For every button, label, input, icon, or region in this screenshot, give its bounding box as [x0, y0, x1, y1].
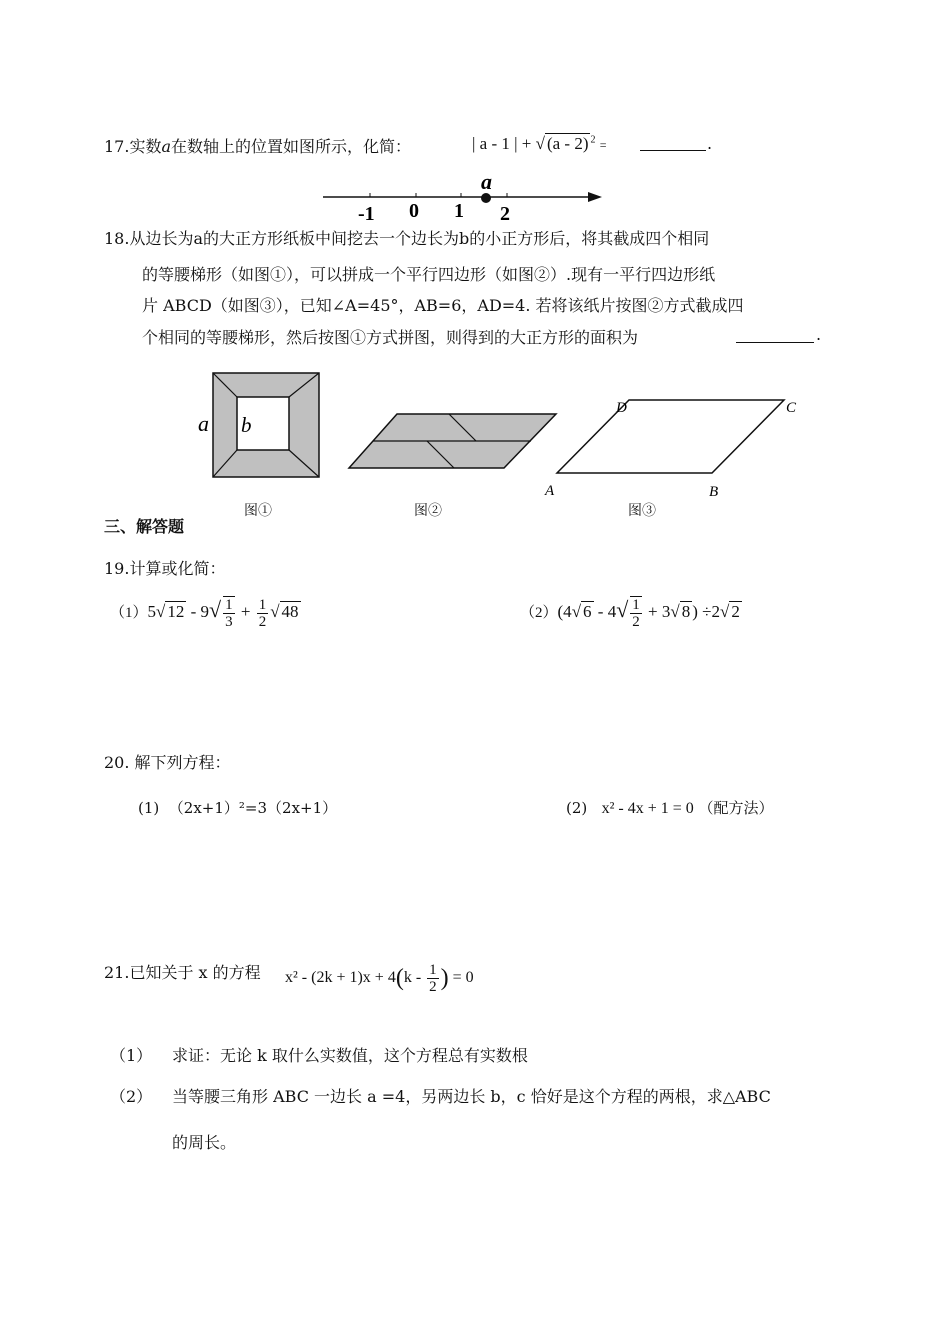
q17-expr-abs: | a - 1 | + [472, 134, 532, 153]
q21-p2-text2: 的周长。 [172, 1133, 237, 1152]
q18-number: 18. [104, 229, 130, 248]
q21-p1-label: （1） [110, 1046, 153, 1065]
section-title: 三、解答题 [104, 517, 185, 536]
q21-text: 已知关于 x 的方程 [129, 963, 261, 982]
fig3-parallelogram-abcd [540, 392, 810, 504]
q18-line1-text: 从边长为a的大正方形纸板中间挖去一个边长为b的小正方形后，将其截成四个相同 [129, 229, 710, 248]
q19-p2-frac-den: 2 [632, 614, 640, 630]
fig2-caption: 图② [414, 503, 442, 519]
q17-var-a: a [161, 137, 172, 156]
q19-p2-minus: - 4 [593, 601, 617, 621]
q20-p1-label: (1) [138, 799, 160, 817]
q21-expression: x² - (2k + 1)x + 4(k - $\frac{1}{2}$ ) = 0 [285, 962, 474, 995]
q21-expr-a: x² - (2k + 1)x + 4 [285, 969, 396, 987]
q17-answer-blank[interactable] [640, 150, 706, 151]
q21-part2 [110, 1084, 152, 1107]
q21-p1-text: 求证：无论 k 取什么实数值，这个方程总有实数根 [172, 1046, 528, 1065]
q18-tail: . [816, 325, 822, 344]
q19-p1-minus: - 9 [186, 601, 210, 621]
q19-p2-div: ) ÷2 [692, 601, 720, 621]
q17-number: 17. [104, 137, 130, 156]
q21-frac-den: 2 [429, 979, 437, 995]
point-a-dot [481, 193, 491, 203]
q20-p2-note: （配方法） [698, 799, 774, 817]
q19-part1: （1）5√ 12 - 9√ $\frac{1}{3}$ + $\frac{1}{2}$ √ 48 [110, 596, 299, 630]
q19-p2-label: （2） [520, 604, 558, 621]
fig3-label-d: D [616, 400, 627, 416]
q19-p1-radicand1: 12 [167, 601, 185, 621]
q18-line1 [104, 226, 709, 249]
q21-p2-text: 当等腰三角形 ABC 一边长 a =4，另两边长 b，c 恰好是这个方程的两根，求△ABC [172, 1087, 771, 1106]
q19-p1-frac2-den: 2 [258, 613, 267, 630]
q21-number: 21. [104, 963, 130, 982]
q17-sqrt: √ (a - 2) [535, 134, 589, 153]
fig3-label-c: C [786, 400, 797, 416]
q20-text: 解下列方程： [134, 753, 231, 772]
number-line-arrow-icon [588, 192, 602, 202]
q18-line4: 个相同的等腰梯形，然后按图①方式拼图，则得到的大正方形的面积为 [142, 328, 639, 347]
q20-p2-label: (2) [566, 799, 588, 817]
fig1-label-a: a [198, 411, 209, 436]
q17-tail: . [707, 134, 713, 153]
q20-p2-expr: x² - 4x + 1 = 0 [601, 800, 694, 817]
q19-part2: （2）(4√ 6 - 4√ $\frac{1}{2}$ + 3√ 8 ) ÷2√ 2 [520, 596, 740, 630]
q19-p2-radicand2: 8 [681, 601, 691, 621]
q19-p1-frac1-num: 1 [225, 597, 233, 613]
q19-p2-open: (4 [557, 601, 572, 621]
tick-label-0: 0 [409, 200, 419, 222]
q17-sqrt-radicand: (a - 2) [546, 134, 589, 153]
fig1-square-frame [196, 370, 326, 482]
q20-line [104, 750, 231, 773]
q19-p2-radicand1: 6 [583, 601, 592, 621]
q20-p1-expr: （2x+1）²=3（2x+1） [168, 799, 338, 817]
point-label-a: a [481, 172, 492, 194]
q17-exponent: 2 [590, 134, 596, 146]
fig1-caption: 图① [244, 503, 272, 519]
tick-label-2: 2 [500, 203, 510, 225]
fig3-outline [557, 400, 784, 473]
fig2-parallelogram [345, 410, 560, 472]
q21-frac-num: 1 [429, 962, 437, 978]
q18-line2: 的等腰梯形（如图①），可以拼成一个平行四边形（如图②）.现有一平行四边形纸 [142, 265, 716, 284]
q19-p1-label: （1） [110, 604, 148, 621]
q21-part1 [110, 1043, 152, 1066]
tick-label-neg1: -1 [358, 203, 375, 225]
q19-p1-plus: + [236, 601, 255, 621]
fig3-caption: 图③ [628, 503, 656, 519]
fig3-label-b: B [709, 484, 719, 500]
q19-p1-frac2-num: 1 [258, 596, 267, 613]
q17-expression [472, 134, 607, 154]
q21-p2-label: （2） [110, 1087, 153, 1106]
q18-answer-blank[interactable] [736, 342, 814, 343]
q19-line [104, 556, 225, 579]
q17-number-line [318, 172, 608, 226]
q19-p1-radicand2: 48 [281, 601, 299, 621]
q17-text-b: 在数轴上的位置如图所示，化简： [171, 137, 412, 156]
q18-line3: 片 ABCD（如图③），已知∠A=45°，AB=6，AD=4. 若将该纸片按图②方式截成四 [142, 296, 744, 315]
fig3-label-a: A [545, 483, 555, 499]
q19-number: 19. [104, 559, 130, 578]
q19-p2-plus: + 3 [643, 601, 671, 621]
tick-label-1: 1 [454, 200, 464, 222]
q21-expr-c: = 0 [448, 969, 474, 987]
q17-equals: = [599, 138, 607, 152]
fig1-label-b: b [241, 413, 252, 437]
q21-expr-b: k - [403, 969, 426, 987]
q19-text: 计算或化简： [129, 559, 226, 578]
q17-text-a: 实数 [129, 137, 162, 156]
q20-number: 20. [104, 753, 130, 772]
q19-p2-frac-num: 1 [632, 597, 640, 613]
q20-part2 [566, 797, 774, 818]
q19-p1-frac1-den: 3 [225, 614, 233, 630]
q21-line [104, 960, 261, 983]
q19-p1-coef: 5 [147, 601, 157, 621]
q19-p2-radicand3: 2 [731, 601, 740, 621]
q17-line [104, 134, 411, 157]
q20-part1 [138, 797, 337, 818]
